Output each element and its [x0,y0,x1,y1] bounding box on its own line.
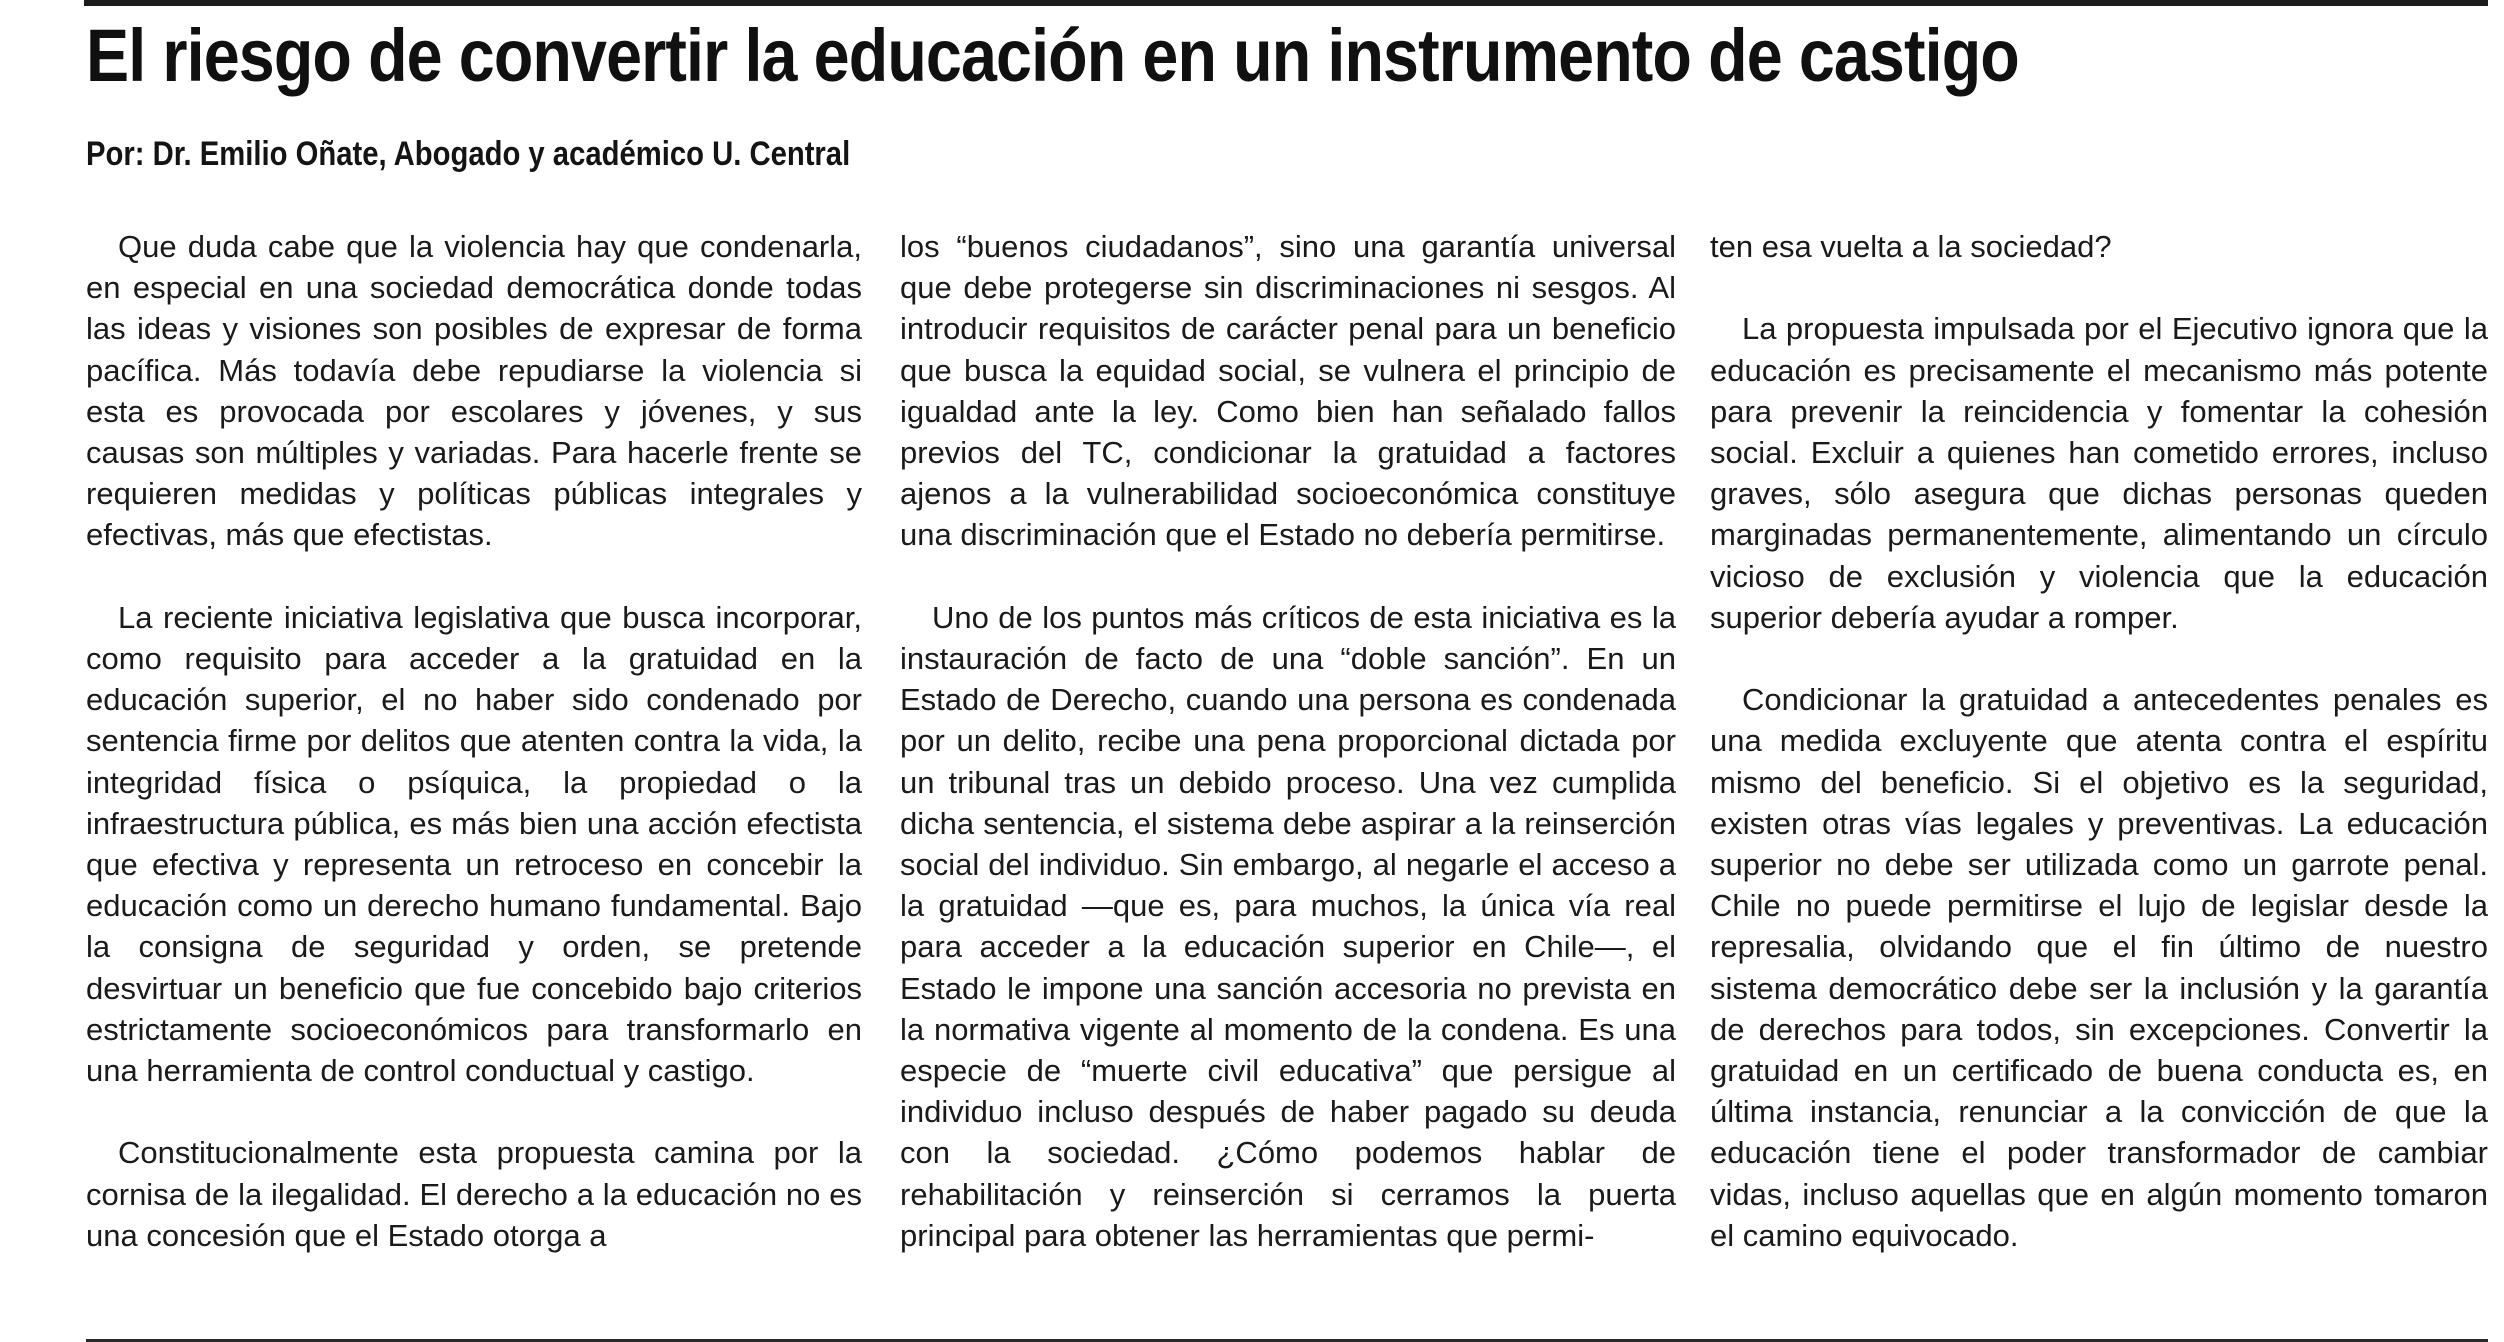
article-column-2 [900,226,1676,1297]
article-headline: El riesgo de convertir la educación en un instrumento de castigo [86,14,2019,97]
paragraph-6: Condicionar la gratuidad a antecedentes penales es una medida excluyente que atenta contra el espíritu mismo del beneficio. Si el objetivo es la seguridad, existen otras vías legales y preventivas. La educación superior no debe ser utilizada como un garrote penal. Chile no puede permitirse el lujo de legislar desde la represalia, olvidando que el fin último de nuestro sistema democrático debe ser la inclusión y la garantía de derechos para todos, sin excepciones. Convertir la gratuidad en un certificado de buena conducta es, en última instancia, renunciar a la convicción de que la educación tiene el poder transformador de cambiar vidas, incluso aquellas que en algún momento tomaron el camino equivocado. [1710,682,2488,1253]
paragraph-3-start: Constitucionalmente esta propuesta camina por la cornisa de la ilegalidad. El derecho a la educación no es una concesión que el Estado otorga a [86,1135,862,1253]
article-column-3 [1710,226,2488,1297]
paragraph-2: La reciente iniciativa legislativa que busca incorporar, como requisito para acceder a la gratuidad en la educación superior, el no haber sido condenado por sentencia firme por delitos que atenten contra la vida, la integridad física o psíquica, la propiedad o la infraestructura pública, es más bien una acción efectista que efectiva y representa un retroceso en concebir la educación como un derecho humano fundamental. Bajo la consigna de seguridad y orden, se pretende desvirtuar un beneficio que fue concebido bajo criterios estrictamente socioeconómicos para transformarlo en una herramienta de control conductual y castigo. [86,599,862,1089]
paragraph-4-continued: ten esa vuelta a la sociedad? [1710,229,2112,264]
paragraph-4: Uno de los puntos más críticos de esta iniciativa es la instauración de facto de una “doble sanción”. En un Estado de Derecho, cuando una persona es condenada por un delito, recibe una pena proporcional dictada por un tribunal tras un debido proceso. Una vez cumplida dicha sentencia, el sistema debe aspirar a la reinserción social del individuo. Sin embargo, al negarle el acceso a la gratuidad —que es, para muchos, la única vía real para acceder a la educación superior en Chile—, el Estado le impone una sanción accesoria no prevista en la normativa vigente al momento de la condena. Es una especie de “muerte civil educativa” que persigue al individuo incluso después de haber pagado su deuda con la sociedad. ¿Cómo podemos hablar de rehabilitación y reinserción si cerramos la puerta principal para obtener las herramientas que permi- [900,599,1676,1253]
article-column-1 [86,226,862,1297]
paragraph-5: La propuesta impulsada por el Ejecutivo ignora que la educación es precisamente el mecanismo más potente para prevenir la reincidencia y fomentar la cohesión social. Excluir a quienes han cometido errores, incluso graves, sólo asegura que dichas personas queden marginadas permanentemente, alimentando un círculo vicioso de exclusión y violencia que la educación superior debería ayudar a romper. [1710,311,2488,635]
paragraph-1: Que duda cabe que la violencia hay que condenarla, en especial en una sociedad democrática donde todas las ideas y visiones son posibles de expresar de forma pacífica. Más todavía debe repudiarse la violencia si esta es provocada por escolares y jóvenes, y sus causas son múltiples y variadas. Para hacerle frente se requieren medidas y políticas públicas integrales y efectivas, más que efectistas. [86,229,862,553]
paragraph-3-continued: los “buenos ciudadanos”, sino una garantía universal que debe protegerse sin discriminaciones ni sesgos. Al introducir requisitos de carácter penal para un beneficio que busca la equidad social, se vulnera el principio de igualdad ante la ley. Como bien han señalado fallos previos del TC, condicionar la gratuidad a factores ajenos a la vulnerabilidad socioeconómica constituye una discriminación que el Estado no debería permitirse. [900,229,1676,553]
article-byline: Por: Dr. Emilio Oñate, Abogado y académico U. Central [86,135,851,173]
top-divider [84,0,2488,6]
